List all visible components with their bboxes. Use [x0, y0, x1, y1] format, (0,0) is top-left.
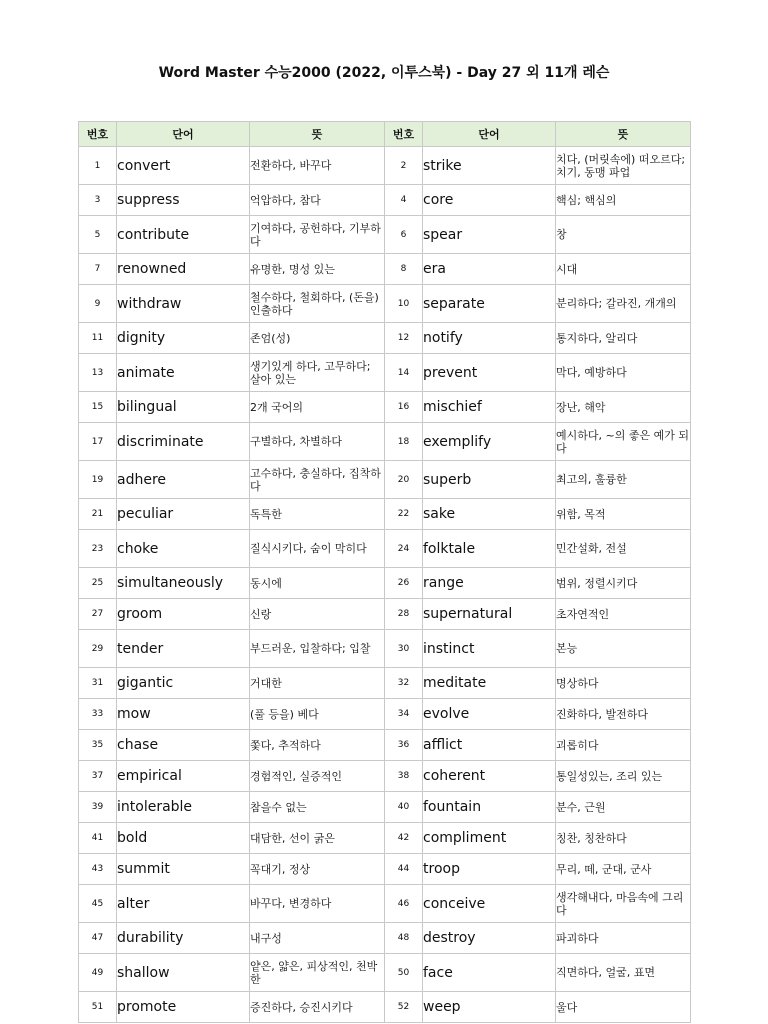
entry-meaning: 칭찬, 칭찬하다 — [556, 823, 691, 854]
header-number: 번호 — [385, 122, 423, 147]
entry-meaning: 바꾸다, 변경하다 — [250, 885, 385, 923]
entry-word: separate — [423, 285, 556, 323]
entry-meaning: 꼭대기, 정상 — [250, 854, 385, 885]
entry-word: meditate — [423, 668, 556, 699]
entry-word: durability — [117, 923, 250, 954]
entry-meaning: 내구성 — [250, 923, 385, 954]
entry-meaning: 장난, 해악 — [556, 392, 691, 423]
entry-number: 11 — [79, 323, 117, 354]
entry-number: 8 — [385, 254, 423, 285]
vocab-table — [78, 121, 691, 1023]
entry-meaning: 민간설화, 전설 — [556, 530, 691, 568]
entry-meaning: 고수하다, 충실하다, 집착하다 — [250, 461, 385, 499]
entry-number: 44 — [385, 854, 423, 885]
entry-word: tender — [117, 630, 250, 668]
entry-meaning: 통지하다, 알리다 — [556, 323, 691, 354]
entry-meaning: 억압하다, 참다 — [250, 185, 385, 216]
entry-word: compliment — [423, 823, 556, 854]
header-meaning: 뜻 — [250, 122, 385, 147]
entry-meaning: 통일성있는, 조리 있는 — [556, 761, 691, 792]
table-row — [79, 992, 691, 1023]
entry-word: exemplify — [423, 423, 556, 461]
table-row — [79, 354, 691, 392]
table-row — [79, 530, 691, 568]
table-row — [79, 599, 691, 630]
header-number: 번호 — [79, 122, 117, 147]
entry-word: instinct — [423, 630, 556, 668]
table-row — [79, 630, 691, 668]
entry-meaning: 존엄(성) — [250, 323, 385, 354]
entry-meaning: 울다 — [556, 992, 691, 1023]
entry-number: 6 — [385, 216, 423, 254]
entry-meaning: 부드러운, 입찰하다; 입찰 — [250, 630, 385, 668]
entry-meaning: 치다, (머릿속에) 떠오르다; 치기, 동맹 파업 — [556, 147, 691, 185]
entry-meaning: 직면하다, 얼굴, 표면 — [556, 954, 691, 992]
entry-word: gigantic — [117, 668, 250, 699]
entry-number: 1 — [79, 147, 117, 185]
entry-meaning: 얕은, 얇은, 피상적인, 천박한 — [250, 954, 385, 992]
entry-number: 14 — [385, 354, 423, 392]
entry-meaning: 진화하다, 발전하다 — [556, 699, 691, 730]
entry-meaning: 생각해내다, 마음속에 그리다 — [556, 885, 691, 923]
table-row — [79, 185, 691, 216]
entry-meaning: 명상하다 — [556, 668, 691, 699]
entry-word: groom — [117, 599, 250, 630]
entry-meaning: 핵심; 핵심의 — [556, 185, 691, 216]
entry-word: dignity — [117, 323, 250, 354]
entry-number: 19 — [79, 461, 117, 499]
entry-number: 29 — [79, 630, 117, 668]
entry-word: contribute — [117, 216, 250, 254]
entry-number: 16 — [385, 392, 423, 423]
table-row — [79, 461, 691, 499]
entry-meaning: 쫓다, 추적하다 — [250, 730, 385, 761]
header-word: 단어 — [117, 122, 250, 147]
entry-meaning: 본능 — [556, 630, 691, 668]
entry-number: 5 — [79, 216, 117, 254]
entry-word: discriminate — [117, 423, 250, 461]
table-row — [79, 792, 691, 823]
entry-meaning: 독특한 — [250, 499, 385, 530]
entry-number: 23 — [79, 530, 117, 568]
entry-word: supernatural — [423, 599, 556, 630]
entry-number: 21 — [79, 499, 117, 530]
entry-number: 12 — [385, 323, 423, 354]
table-row — [79, 761, 691, 792]
entry-number: 15 — [79, 392, 117, 423]
entry-meaning: 괴롭히다 — [556, 730, 691, 761]
table-row — [79, 668, 691, 699]
table-row — [79, 392, 691, 423]
entry-word: superb — [423, 461, 556, 499]
entry-number: 4 — [385, 185, 423, 216]
entry-number: 25 — [79, 568, 117, 599]
entry-number: 36 — [385, 730, 423, 761]
entry-number: 39 — [79, 792, 117, 823]
entry-meaning: 질식시키다, 숨이 막히다 — [250, 530, 385, 568]
table-row — [79, 885, 691, 923]
entry-number: 31 — [79, 668, 117, 699]
table-row — [79, 499, 691, 530]
entry-word: strike — [423, 147, 556, 185]
entry-meaning: 철수하다, 철회하다, (돈을) 인출하다 — [250, 285, 385, 323]
entry-word: simultaneously — [117, 568, 250, 599]
entry-number: 7 — [79, 254, 117, 285]
vocab-table-body — [79, 147, 691, 1023]
entry-word: conceive — [423, 885, 556, 923]
entry-word: choke — [117, 530, 250, 568]
entry-word: alter — [117, 885, 250, 923]
entry-meaning: 초자연적인 — [556, 599, 691, 630]
entry-meaning: (풀 등을) 베다 — [250, 699, 385, 730]
entry-word: animate — [117, 354, 250, 392]
entry-meaning: 분수, 근원 — [556, 792, 691, 823]
entry-word: notify — [423, 323, 556, 354]
entry-meaning: 분리하다; 갈라진, 개개의 — [556, 285, 691, 323]
entry-word: chase — [117, 730, 250, 761]
entry-number: 30 — [385, 630, 423, 668]
table-row — [79, 323, 691, 354]
entry-word: face — [423, 954, 556, 992]
entry-meaning: 창 — [556, 216, 691, 254]
entry-number: 38 — [385, 761, 423, 792]
entry-number: 45 — [79, 885, 117, 923]
entry-word: bold — [117, 823, 250, 854]
table-row — [79, 285, 691, 323]
entry-word: mischief — [423, 392, 556, 423]
entry-word: intolerable — [117, 792, 250, 823]
entry-meaning: 신랑 — [250, 599, 385, 630]
entry-number: 2 — [385, 147, 423, 185]
entry-number: 41 — [79, 823, 117, 854]
entry-number: 26 — [385, 568, 423, 599]
table-row — [79, 954, 691, 992]
entry-number: 17 — [79, 423, 117, 461]
entry-word: shallow — [117, 954, 250, 992]
entry-meaning: 대담한, 선이 굵은 — [250, 823, 385, 854]
header-word: 단어 — [423, 122, 556, 147]
entry-word: prevent — [423, 354, 556, 392]
entry-meaning: 파괴하다 — [556, 923, 691, 954]
entry-number: 51 — [79, 992, 117, 1023]
table-row — [79, 854, 691, 885]
entry-number: 28 — [385, 599, 423, 630]
entry-meaning: 시대 — [556, 254, 691, 285]
entry-word: withdraw — [117, 285, 250, 323]
entry-word: troop — [423, 854, 556, 885]
entry-number: 33 — [79, 699, 117, 730]
entry-meaning: 예시하다, ~의 좋은 예가 되다 — [556, 423, 691, 461]
header-row — [79, 122, 691, 147]
entry-meaning: 막다, 예방하다 — [556, 354, 691, 392]
header-meaning: 뜻 — [556, 122, 691, 147]
table-row — [79, 923, 691, 954]
table-row — [79, 423, 691, 461]
entry-meaning: 전환하다, 바꾸다 — [250, 147, 385, 185]
entry-meaning: 증진하다, 승진시키다 — [250, 992, 385, 1023]
entry-word: empirical — [117, 761, 250, 792]
entry-number: 48 — [385, 923, 423, 954]
entry-number: 47 — [79, 923, 117, 954]
entry-word: peculiar — [117, 499, 250, 530]
entry-meaning: 생기있게 하다, 고무하다; 살아 있는 — [250, 354, 385, 392]
table-row — [79, 568, 691, 599]
entry-meaning: 참을수 없는 — [250, 792, 385, 823]
table-row — [79, 699, 691, 730]
entry-word: evolve — [423, 699, 556, 730]
entry-word: suppress — [117, 185, 250, 216]
entry-number: 27 — [79, 599, 117, 630]
entry-word: weep — [423, 992, 556, 1023]
entry-word: summit — [117, 854, 250, 885]
entry-word: coherent — [423, 761, 556, 792]
entry-meaning: 유명한, 명성 있는 — [250, 254, 385, 285]
table-row — [79, 254, 691, 285]
entry-word: core — [423, 185, 556, 216]
entry-number: 37 — [79, 761, 117, 792]
entry-word: destroy — [423, 923, 556, 954]
entry-word: bilingual — [117, 392, 250, 423]
entry-number: 46 — [385, 885, 423, 923]
entry-meaning: 무리, 떼, 군대, 군사 — [556, 854, 691, 885]
entry-number: 22 — [385, 499, 423, 530]
entry-word: promote — [117, 992, 250, 1023]
entry-word: mow — [117, 699, 250, 730]
entry-number: 40 — [385, 792, 423, 823]
entry-meaning: 위함, 목적 — [556, 499, 691, 530]
entry-word: fountain — [423, 792, 556, 823]
entry-number: 50 — [385, 954, 423, 992]
entry-meaning: 2개 국어의 — [250, 392, 385, 423]
entry-number: 49 — [79, 954, 117, 992]
entry-meaning: 최고의, 훌륭한 — [556, 461, 691, 499]
table-row — [79, 147, 691, 185]
entry-word: renowned — [117, 254, 250, 285]
entry-number: 20 — [385, 461, 423, 499]
entry-number: 43 — [79, 854, 117, 885]
entry-number: 13 — [79, 354, 117, 392]
table-row — [79, 216, 691, 254]
entry-word: folktale — [423, 530, 556, 568]
entry-number: 32 — [385, 668, 423, 699]
entry-word: range — [423, 568, 556, 599]
entry-meaning: 범위, 정렬시키다 — [556, 568, 691, 599]
entry-number: 3 — [79, 185, 117, 216]
entry-word: era — [423, 254, 556, 285]
entry-meaning: 거대한 — [250, 668, 385, 699]
entry-meaning: 경험적인, 실증적인 — [250, 761, 385, 792]
entry-number: 52 — [385, 992, 423, 1023]
table-row — [79, 823, 691, 854]
entry-word: spear — [423, 216, 556, 254]
entry-word: convert — [117, 147, 250, 185]
entry-meaning: 동시에 — [250, 568, 385, 599]
entry-number: 9 — [79, 285, 117, 323]
entry-meaning: 기여하다, 공헌하다, 기부하다 — [250, 216, 385, 254]
entry-meaning: 구별하다, 차별하다 — [250, 423, 385, 461]
entry-number: 34 — [385, 699, 423, 730]
entry-number: 18 — [385, 423, 423, 461]
entry-number: 42 — [385, 823, 423, 854]
entry-word: afflict — [423, 730, 556, 761]
entry-word: sake — [423, 499, 556, 530]
table-row — [79, 730, 691, 761]
page-title: Word Master 수능2000 (2022, 이투스북) - Day 27 외 11개 레슨 — [158, 65, 610, 81]
entry-number: 10 — [385, 285, 423, 323]
entry-number: 35 — [79, 730, 117, 761]
entry-word: adhere — [117, 461, 250, 499]
entry-number: 24 — [385, 530, 423, 568]
